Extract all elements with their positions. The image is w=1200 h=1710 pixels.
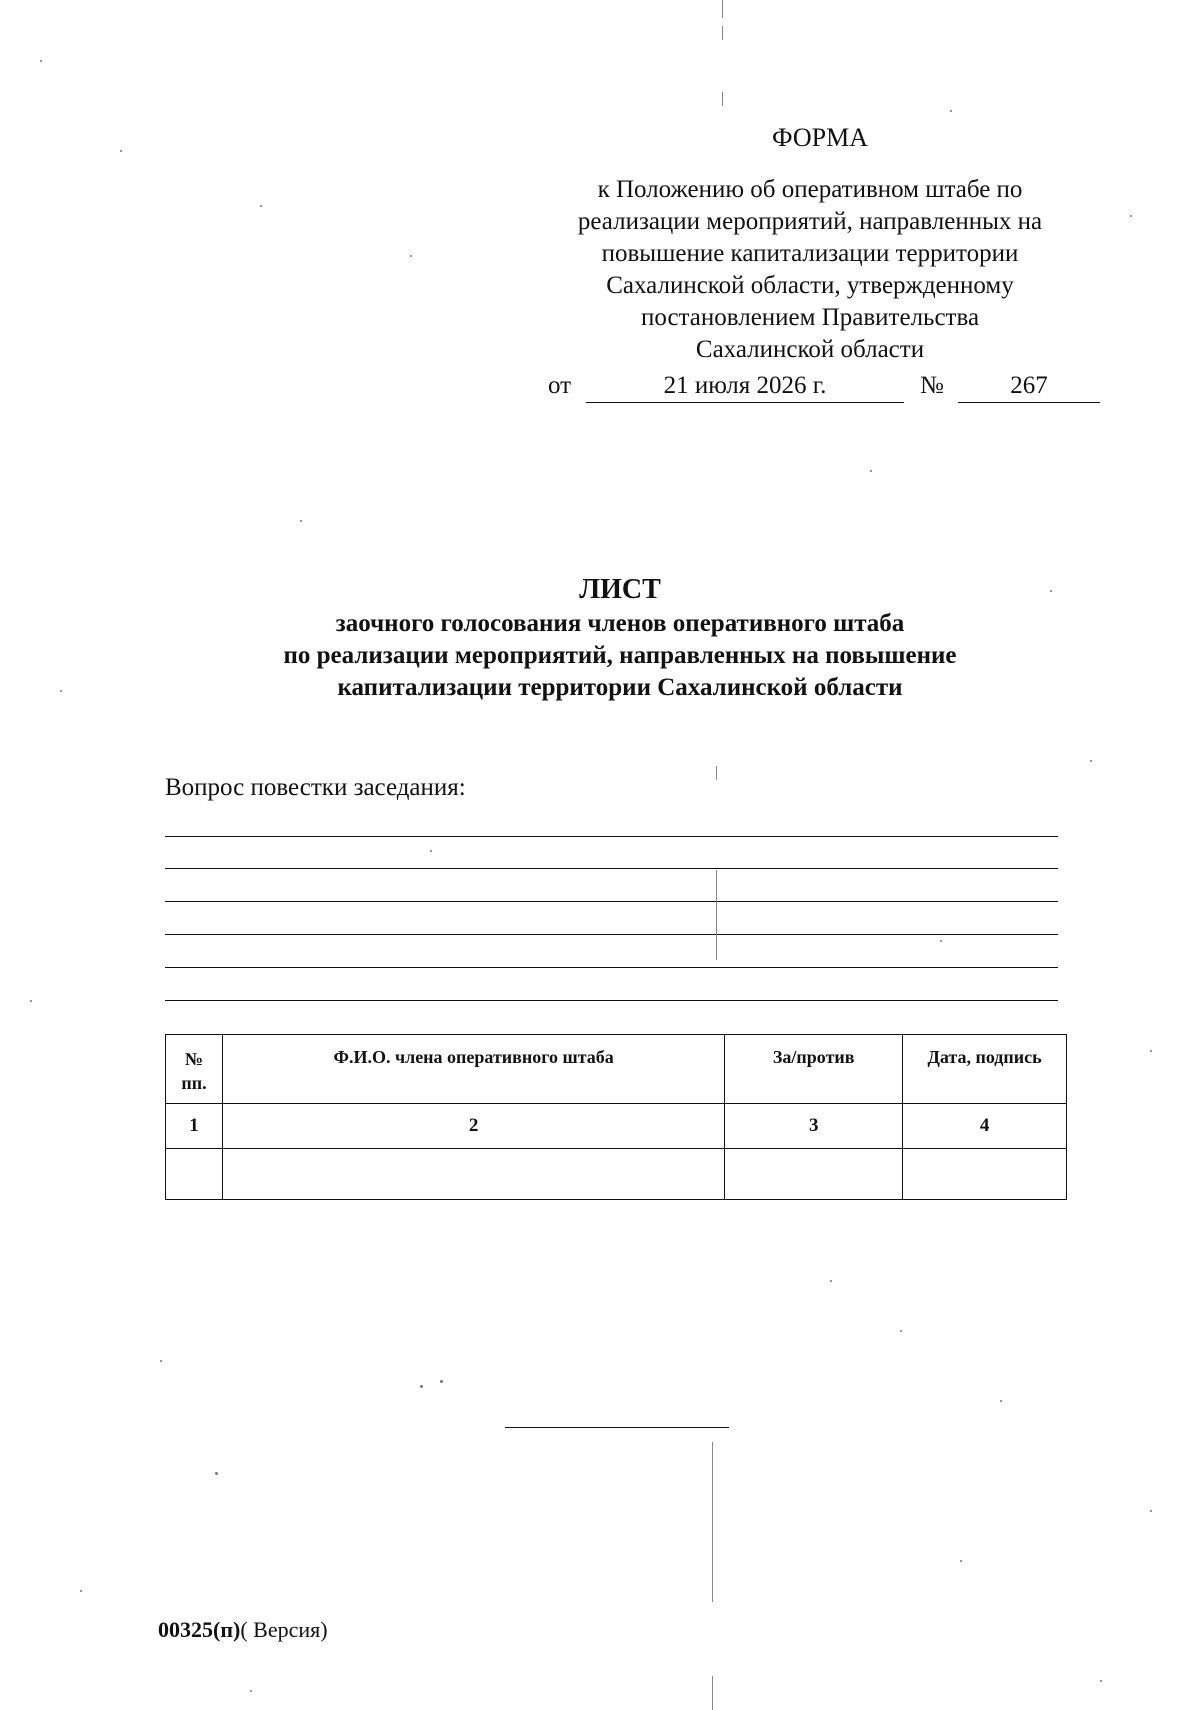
table-header-row: [166, 1035, 1067, 1104]
agenda-fill-line[interactable]: [165, 868, 1058, 869]
scan-artifact: [722, 92, 723, 106]
scan-artifact: [722, 26, 723, 40]
scan-artifact: [950, 110, 952, 112]
resolution-number: 267: [958, 370, 1100, 403]
scan-artifact: [1130, 215, 1132, 217]
scan-artifact: [712, 1676, 713, 1710]
document-code: [158, 1616, 328, 1644]
scan-artifact: [716, 870, 717, 960]
column-number: 2: [222, 1104, 724, 1149]
table-row: [166, 1149, 1067, 1200]
scan-artifact: [1090, 760, 1092, 762]
column-header-vote: За/против: [725, 1035, 903, 1104]
scan-artifact: [1150, 1050, 1152, 1052]
agenda-fill-line[interactable]: [165, 967, 1058, 968]
scan-artifact: [1150, 1510, 1152, 1512]
end-separator-line: [505, 1427, 729, 1428]
scan-artifact: [120, 150, 122, 152]
number-prefix: №: [920, 372, 944, 399]
column-header-full-name: Ф.И.О. члена оперативного штаба: [222, 1035, 724, 1104]
agenda-fill-line[interactable]: [165, 1000, 1058, 1001]
scan-artifact: [260, 205, 262, 207]
scan-artifact: [420, 1385, 423, 1388]
column-header-number: № пп.: [166, 1035, 223, 1104]
agenda-fill-line[interactable]: [165, 934, 1058, 935]
scan-artifact: [160, 1360, 162, 1362]
scan-artifact: [250, 1690, 252, 1692]
form-label: ФОРМА: [772, 123, 868, 152]
regulation-reference: [520, 174, 1100, 366]
voting-table: [165, 1034, 1067, 1200]
scan-artifact: [1000, 1400, 1002, 1402]
table-cell[interactable]: [903, 1149, 1067, 1200]
table-cell[interactable]: [222, 1149, 724, 1200]
scan-artifact: [830, 1280, 832, 1282]
scan-artifact: [960, 1560, 962, 1562]
regulation-line: Сахалинской области, утвержденному: [606, 272, 1014, 299]
agenda-fill-line[interactable]: [165, 836, 1058, 837]
regulation-line: реализации мероприятий, направленных на: [577, 208, 1043, 235]
scan-artifact: [712, 1442, 713, 1602]
scan-artifact: [410, 255, 412, 257]
scan-artifact: [900, 1330, 902, 1332]
scan-artifact: [300, 520, 302, 522]
column-header-date-signature: Дата, подпись: [903, 1035, 1067, 1104]
document-version: ( Версия): [240, 1617, 328, 1642]
date-prefix: от: [548, 372, 572, 399]
title-line: заочного голосования членов оперативного штаба: [335, 610, 905, 637]
scan-artifact: [940, 940, 942, 942]
title-main: ЛИСТ: [579, 574, 661, 605]
scan-artifact: [60, 690, 62, 692]
title-line: капитализации территории Сахалинской области: [337, 674, 903, 701]
scan-artifact: [722, 0, 723, 18]
regulation-line: Сахалинской области: [695, 336, 925, 363]
scan-artifact: [870, 470, 872, 472]
scan-artifact: [1050, 590, 1052, 592]
title-line: по реализации мероприятий, направленных на повышение: [283, 642, 957, 669]
scan-artifact: [1100, 1680, 1102, 1682]
scan-artifact: [30, 1000, 32, 1002]
scan-artifact: [716, 766, 717, 780]
scan-artifact: [80, 1590, 82, 1592]
table-cell[interactable]: [725, 1149, 903, 1200]
resolution-date: 21 июля 2026 г.: [586, 370, 904, 403]
agenda-fill-line[interactable]: [165, 901, 1058, 902]
column-number: 1: [166, 1104, 223, 1149]
document-title: [180, 572, 1060, 704]
regulation-line: постановлением Правительства: [640, 304, 980, 331]
scan-artifact: [430, 850, 432, 852]
resolution-date-number: [548, 370, 1108, 404]
table-cell[interactable]: [166, 1149, 223, 1200]
regulation-line: повышение капитализации территории: [601, 240, 1019, 267]
document-code-number: 00325(п): [158, 1617, 241, 1642]
column-number: 3: [725, 1104, 903, 1149]
scan-artifact: [440, 1380, 443, 1383]
regulation-line: к Положению об оперативном штабе по: [597, 176, 1023, 203]
table-number-row: [166, 1104, 1067, 1149]
scan-artifact: [40, 60, 42, 62]
agenda-label: Вопрос повестки заседания:: [165, 774, 466, 801]
scan-artifact: [215, 1472, 218, 1475]
column-number: 4: [903, 1104, 1067, 1149]
